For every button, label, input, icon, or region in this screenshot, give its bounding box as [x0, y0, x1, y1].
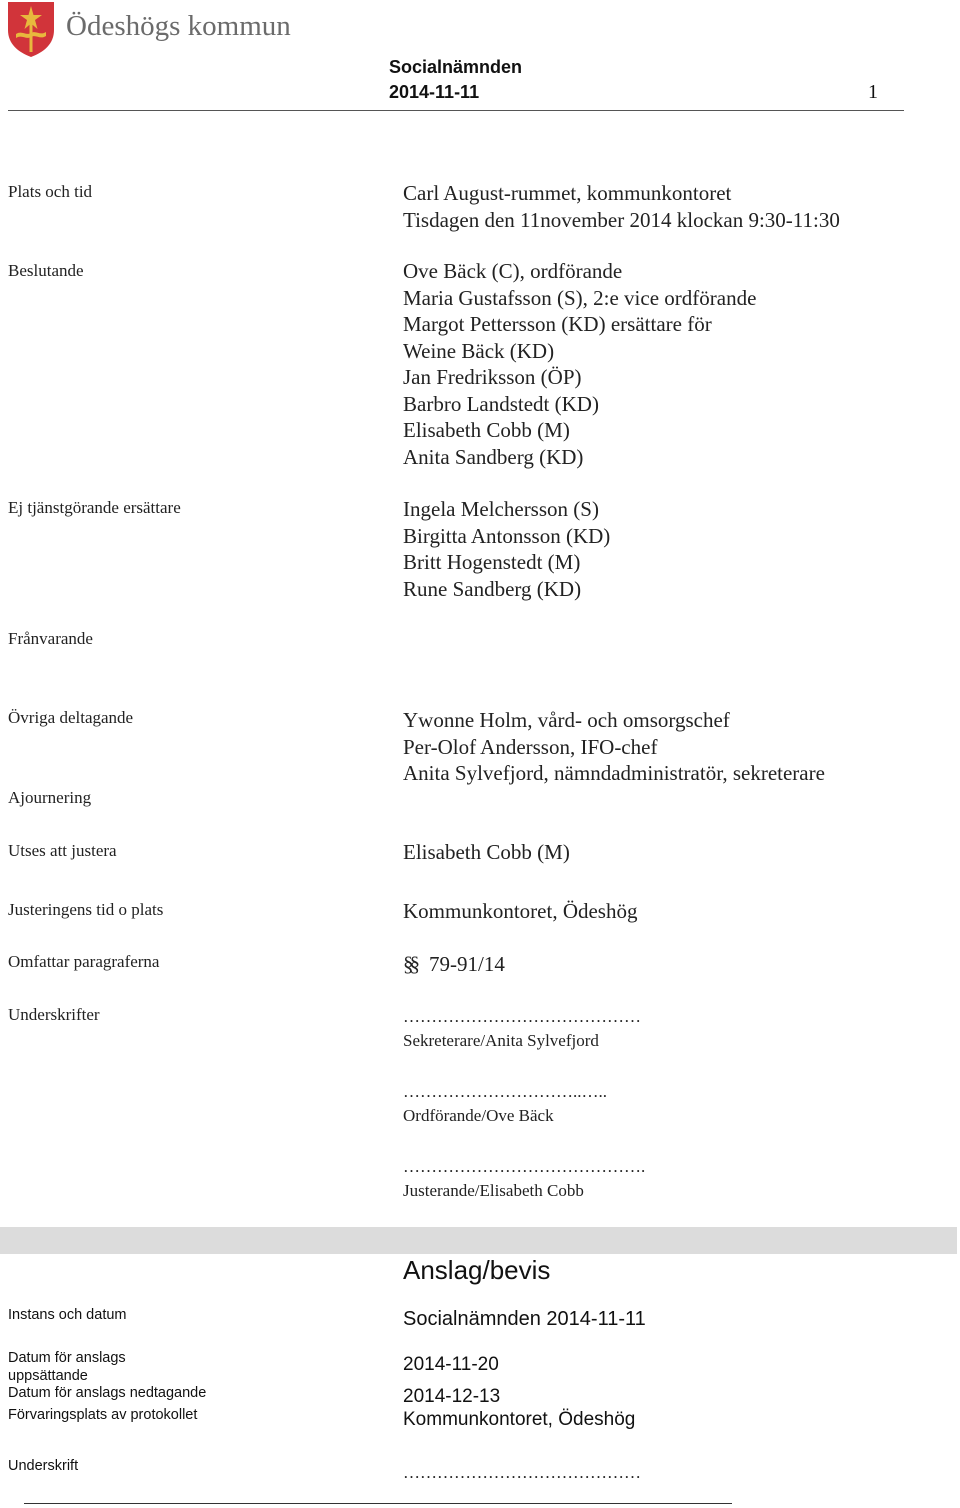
- signature-line: ……………………………………: [403, 1007, 641, 1026]
- substitutes-list: [403, 496, 610, 602]
- notice-row-label: Datum för anslags uppsättande: [8, 1350, 126, 1384]
- signature-line: …………………………..…..: [403, 1082, 607, 1101]
- meeting-date: 2014-11-11: [389, 82, 480, 102]
- municipal-coat-of-arms-icon: [6, 0, 60, 58]
- adjust-time-value: Kommunkontoret, Ödeshög: [403, 899, 638, 923]
- signature-role: Justerande/Elisabeth Cobb: [403, 1181, 584, 1200]
- signature-block-secretary: [403, 1005, 641, 1053]
- decision-makers-label: Beslutande: [8, 261, 84, 280]
- bottom-rule: [24, 1503, 732, 1504]
- place-time-value: [403, 180, 840, 233]
- adjust-time-label: Justeringens tid o plats: [8, 900, 164, 919]
- notice-title: Anslag/bevis: [403, 1255, 551, 1285]
- notice-row-label: Instans och datum: [8, 1307, 127, 1323]
- substitute-line: Britt Hogenstedt (M): [403, 550, 581, 574]
- paragraphs-label: Omfattar paragraferna: [8, 952, 160, 971]
- member-line: Jan Fredriksson (ÖP): [403, 365, 582, 389]
- header-rule: [8, 110, 904, 111]
- participant-line: Anita Sylvefjord, nämndadministratör, sekreterare: [403, 761, 825, 785]
- paragraphs-value: 79-91/14: [429, 952, 505, 976]
- member-line: Weine Bäck (KD): [403, 338, 555, 363]
- time-line: Tisdagen den 11november 2014 klockan 9:30-11:30: [403, 207, 840, 232]
- notice-band: [0, 1227, 957, 1254]
- substitute-line: Ingela Melchersson (S): [403, 497, 599, 521]
- signatures-label: Underskrifter: [8, 1005, 100, 1024]
- adjuster-label: Utses att justera: [8, 841, 117, 860]
- member-line: Elisabeth Cobb (M): [403, 418, 570, 442]
- substitute-line: Birgitta Antonsson (KD): [403, 523, 611, 548]
- adjuster-value: Elisabeth Cobb (M): [403, 840, 570, 864]
- participant-line: Ywonne Holm, vård- och omsorgschef: [403, 708, 730, 732]
- notice-row-value: Kommunkontoret, Ödeshög: [403, 1409, 636, 1430]
- others-list: [403, 707, 825, 787]
- place-line: Carl August-rummet, kommunkontoret: [403, 181, 732, 205]
- member-line: Anita Sandberg (KD): [403, 444, 584, 469]
- logo: [6, 0, 60, 58]
- committee-name: Socialnämnden: [389, 57, 523, 77]
- absent-label: Frånvarande: [8, 629, 93, 648]
- signature-role: Sekreterare/Anita Sylvefjord: [403, 1031, 599, 1050]
- participant-line: Per-Olof Andersson, IFO-chef: [403, 734, 658, 759]
- signature-role: Ordförande/Ove Bäck: [403, 1106, 554, 1125]
- member-line: Maria Gustafsson (S), 2:e vice ordförande: [403, 285, 757, 310]
- notice-row-value: Socialnämnden 2014-11-11: [403, 1308, 646, 1330]
- place-time-label: Plats och tid: [8, 182, 93, 201]
- notice-row-value: 2014-12-13: [403, 1386, 501, 1407]
- logo-text: Ödeshögs kommun: [66, 10, 291, 42]
- page-number: 1: [868, 81, 878, 103]
- member-line: Ove Bäck (C), ordförande: [403, 259, 623, 283]
- notice-row-label: Datum för anslags nedtagande: [8, 1385, 207, 1401]
- adjournment-label: Ajournering: [8, 788, 92, 807]
- notice-row-label: Förvaringsplats av protokollet: [8, 1407, 198, 1423]
- signature-block-adjuster: [403, 1155, 645, 1203]
- section-symbol-icon: §§: [403, 952, 416, 976]
- others-label: Övriga deltagande: [8, 708, 134, 727]
- notice-signature-line: ……………………………………: [403, 1463, 641, 1482]
- substitutes-label: Ej tjänstgörande ersättare: [8, 498, 181, 517]
- signature-line: …………………………………….: [403, 1157, 646, 1176]
- substitute-line: Rune Sandberg (KD): [403, 576, 582, 601]
- notice-row-value: 2014-11-20: [403, 1354, 499, 1375]
- notice-signature-label: Underskrift: [8, 1458, 79, 1474]
- member-line: Barbro Landstedt (KD): [403, 391, 599, 416]
- member-line: Margot Pettersson (KD) ersättare för: [403, 312, 712, 336]
- decision-makers-list: [403, 258, 756, 470]
- signature-block-chair: [403, 1080, 607, 1128]
